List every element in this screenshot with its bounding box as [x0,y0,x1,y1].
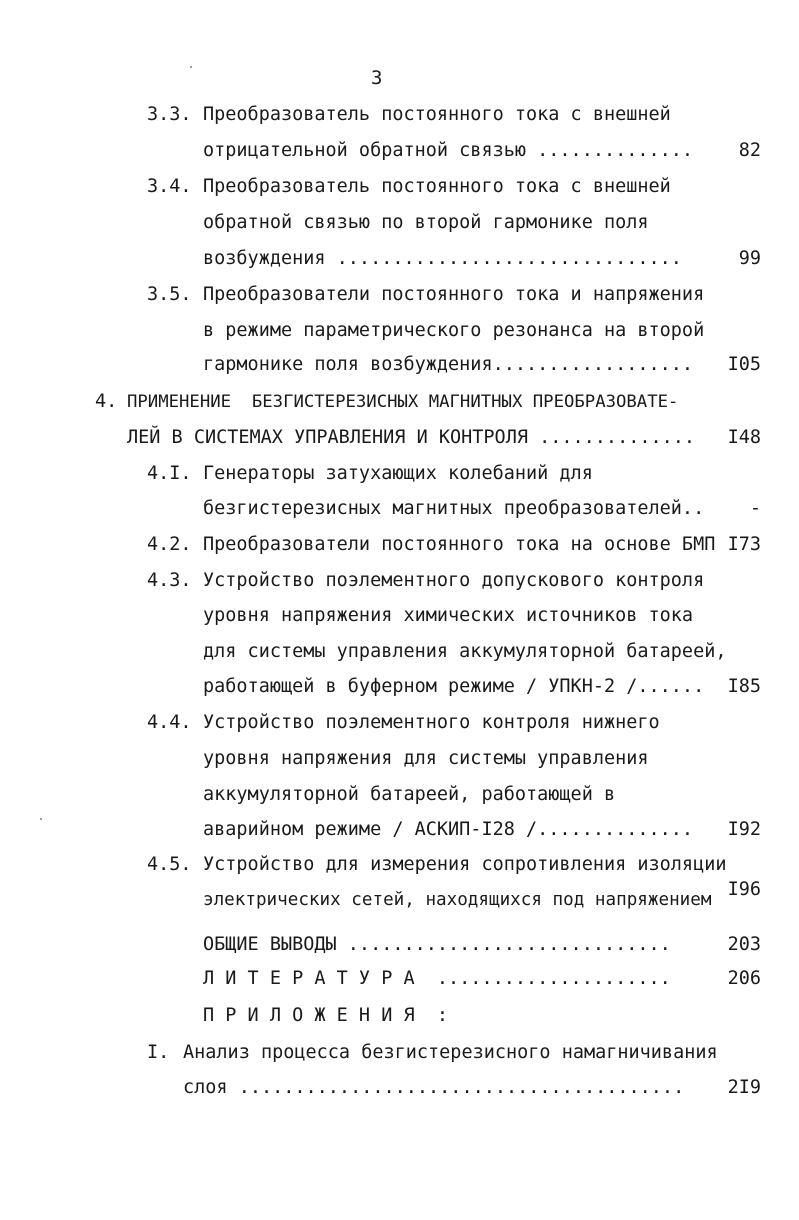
toc-4-5-title-line2: электрических сетей, находящихся под напряжением [203,890,712,910]
toc-ch4-number: 4. [95,391,118,412]
toc-ch4-page: I48 [727,427,761,448]
toc-4-1-number: 4.I. [147,463,192,484]
toc-3-3-page: 82 [738,140,761,161]
toc-literature-page: 206 [727,968,761,989]
toc-app1-title-line1: Анализ процесса безгистерезисного намагничивания [183,1042,718,1063]
toc-3-5-title-line3: гармонике поля возбуждения.................. [203,354,694,375]
toc-3-5-number: 3.5. [147,284,192,305]
toc-4-4-title-line1: Устройство поэлементного контроля нижнего [203,712,660,733]
toc-conclusions-title: ОБЩИЕ ВЫВОДЫ ............................. [203,934,671,955]
toc-4-4-number: 4.4. [147,712,192,733]
toc-4-1-page: - [749,498,761,519]
toc-4-1-title-line2: безгистерезисных магнитных преобразователей.. [203,498,705,519]
toc-4-2-title-line1: Преобразователи постоянного тока на основе БМП [203,534,716,555]
toc-ch4-title-line1: ПРИМЕНЕНИЕ БЕЗГИСТЕРЕЗИСНЫХ МАГНИТНЫХ ПРЕОБРАЗОВАТЕ- [127,392,679,412]
toc-4-5-title-line1: Устройство для измерения сопротивления изоляции [203,854,727,875]
page-number: 3 [371,67,383,89]
scan-speck [40,818,42,820]
toc-3-4-title-line1: Преобразователь постоянного тока с внешней [203,176,671,197]
toc-3-3-number: 3.3. [147,104,192,125]
toc-ch4-title-line2: ЛЕЙ В СИСТЕМАХ УПРАВЛЕНИЯ И КОНТРОЛЯ .............. [127,427,696,448]
toc-4-4-title-line3: аккумуляторной батареей, работающей в [203,784,616,805]
toc-3-5-title-line2: в режиме параметрического резонанса на второй [203,320,705,341]
toc-4-4-title-line4: аварийном режиме / АСКИП-I28 /.............. [203,819,694,840]
toc-app1-title-line2: слоя ........................................ [183,1077,685,1098]
toc-3-5-page: I05 [727,354,761,375]
toc-4-3-title-line2: уровня напряжения химических источников тока [203,605,694,626]
toc-app1-page: 2I9 [727,1077,761,1098]
toc-3-4-number: 3.4. [147,176,192,197]
toc-3-5-title-line1: Преобразователи постоянного тока и напряжения [203,284,705,305]
toc-4-3-number: 4.3. [147,570,192,591]
toc-3-4-title-line2: обратной связью по второй гармонике поля [203,212,649,233]
toc-4-3-title-line3: для системы управления аккумуляторной батареей, [203,641,727,662]
toc-4-4-title-line2: уровня напряжения для системы управления [203,748,649,769]
toc-4-3-page: I85 [727,676,761,697]
toc-3-4-title-line3: возбуждения ............................... [203,248,682,269]
toc-4-3-title-line1: Устройство поэлементного допускового контроля [203,570,705,591]
toc-3-3-title-line2: отрицательной обратной связью .............. [203,140,694,161]
toc-app1-number: I. [147,1042,170,1063]
toc-4-4-page: I92 [727,819,761,840]
toc-4-2-number: 4.2. [147,534,192,555]
toc-4-5-page: I96 [727,879,761,900]
toc-4-5-number: 4.5. [147,854,192,875]
scan-speck [190,66,192,68]
toc-4-2-page: I73 [727,534,761,555]
toc-3-4-page: 99 [738,248,761,269]
toc-3-3-title-line1: Преобразователь постоянного тока с внешней [203,104,671,125]
toc-4-1-title-line1: Генераторы затухающих колебаний для [203,463,593,484]
toc-appendices-heading: П Р И Л О Ж Е Н И Я : [203,1005,449,1026]
toc-literature-title: Л И Т Е Р А Т У Р А ..................... [203,968,671,989]
toc-4-3-title-line4: работающей в буферном режиме / УПКН-2 /...... [203,676,705,697]
toc-conclusions-page: 203 [727,934,761,955]
